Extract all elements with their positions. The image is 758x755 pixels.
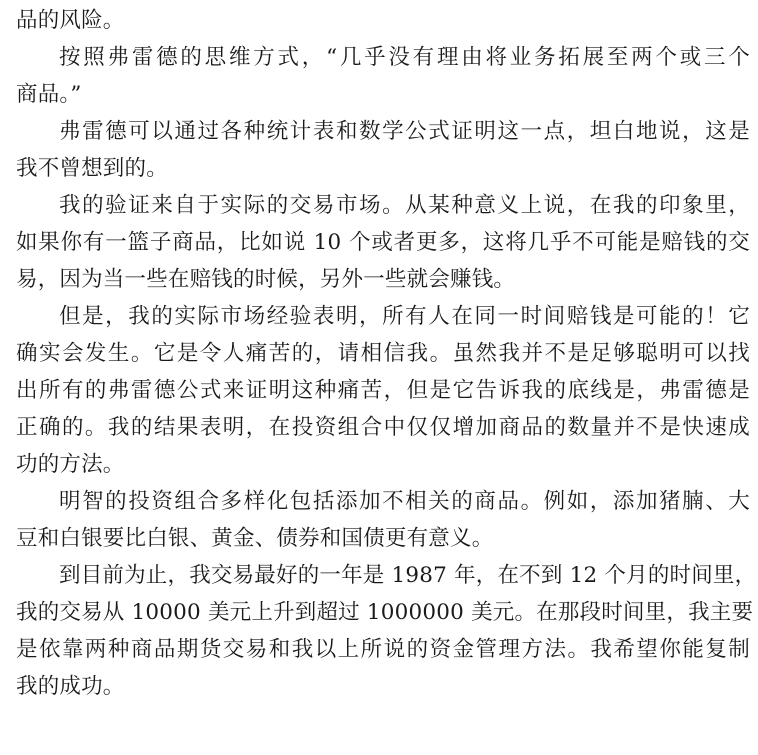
text-line: 商品。” (16, 82, 82, 107)
paragraph (16, 187, 750, 298)
text-line: 是依靠两种商品期货交易和我以上所说的资金管理方法。我希望你能复制 (16, 637, 750, 662)
text-line: 我的交易从 10000 美元上升到超过 1000000 美元。在那段时间里，我主要 (16, 600, 754, 625)
text-line: 我的验证来自于实际的交易市场。从某种意义上说，在我的印象里， (59, 193, 750, 218)
paragraph (16, 298, 750, 483)
text-line: 功的方法。 (16, 452, 125, 477)
text-line: 弗雷德可以通过各种统计表和数学公式证明这一点，坦白地说，这是 (59, 119, 750, 144)
text-line: 出所有的弗雷德公式来证明这种痛苦，但是它告诉我的底线是，弗雷德是 (16, 378, 750, 403)
text-line: 如果你有一篮子商品，比如说 10 个或者更多，这将几乎不可能是赔钱的交 (16, 230, 750, 255)
text-line: 到目前为止，我交易最好的一年是 1987 年，在不到 12 个月的时间里， (59, 563, 757, 588)
paragraph (16, 557, 757, 705)
text-line: 明智的投资组合多样化包括添加不相关的商品。例如，添加猪腩、大 (59, 489, 750, 514)
paragraph (16, 39, 750, 113)
text-line: 品的风险。 (16, 8, 125, 33)
text-line: 按照弗雷德的思维方式，“几乎没有理由将业务拓展至两个或三个 (59, 45, 750, 70)
text-line: 确实会发生。它是令人痛苦的，请相信我。虽然我并不是足够聪明可以找 (16, 341, 750, 366)
text-line: 豆和白银要比白银、黄金、债券和国债更有意义。 (16, 526, 494, 551)
paragraph (16, 113, 750, 187)
text-line: 正确的。我的结果表明，在投资组合中仅仅增加商品的数量并不是快速成 (16, 415, 750, 440)
text-line: 我的成功。 (16, 674, 125, 699)
paragraph (16, 2, 750, 39)
document-page (16, 2, 757, 705)
text-line: 易，因为当一些在赔钱的时候，另外一些就会赚钱。 (16, 267, 516, 292)
text-line: 我不曾想到的。 (16, 156, 168, 181)
paragraph (16, 483, 750, 557)
text-line: 但是，我的实际市场经验表明，所有人在同一时间赔钱是可能的！它 (59, 304, 750, 329)
